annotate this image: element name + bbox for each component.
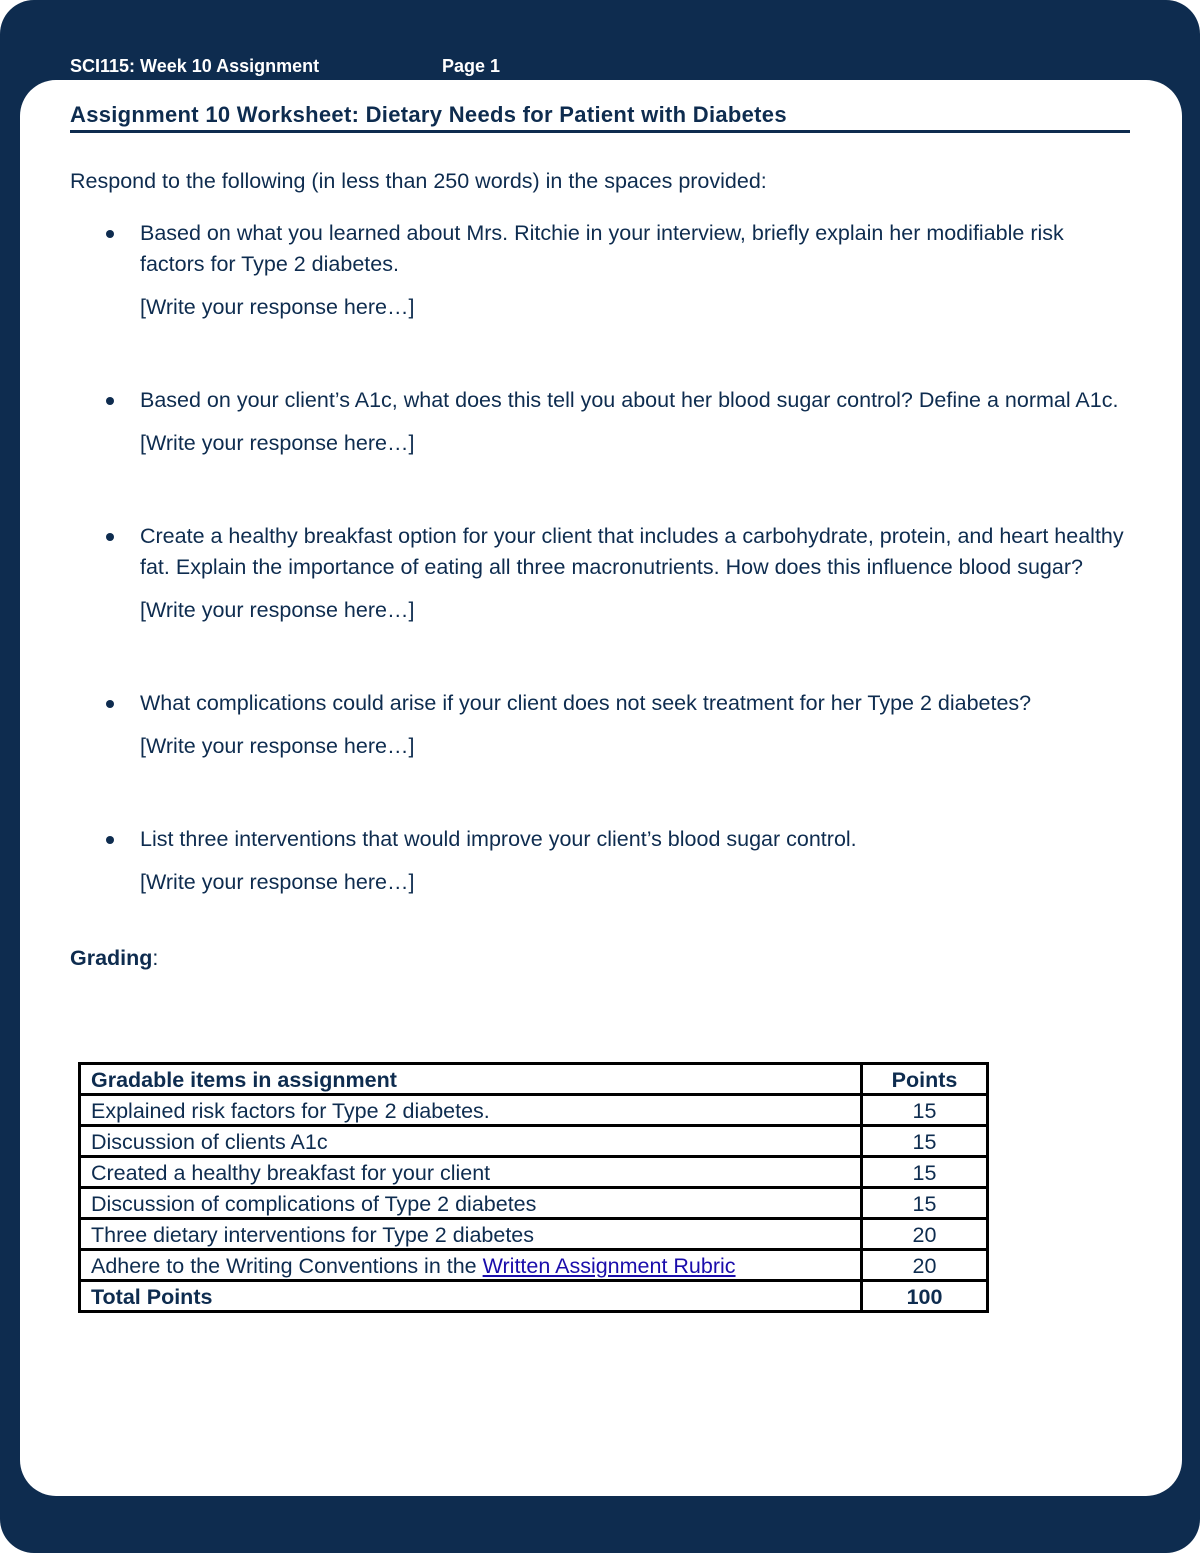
intro-text: Respond to the following (in less than 250 words) in the spaces provided: — [70, 169, 767, 193]
question-text: List three interventions that would improve your client’s blood sugar control. — [140, 827, 857, 851]
row-points: 20 — [862, 1219, 988, 1250]
row-item: Discussion of clients A1c — [80, 1126, 862, 1157]
column-header-points: Points — [862, 1064, 988, 1095]
question-item — [70, 218, 1130, 323]
worksheet-content — [70, 102, 1130, 971]
question-item — [70, 688, 1130, 762]
response-field[interactable]: [Write your response here…] — [140, 431, 415, 455]
question-text: Based on what you learned about Mrs. Ritchie in your interview, briefly explain her modifiable risk factors for Type 2 diabetes. — [140, 221, 1064, 276]
worksheet-title: Assignment 10 Worksheet: Dietary Needs for Patient with Diabetes — [70, 102, 1130, 133]
response-field[interactable]: [Write your response here…] — [140, 870, 415, 894]
total-row — [80, 1281, 988, 1312]
table-row — [80, 1126, 988, 1157]
row-item — [80, 1250, 862, 1281]
row-points: 15 — [862, 1188, 988, 1219]
page-number: Page 1 — [442, 56, 501, 76]
grading-label: Grading — [70, 946, 153, 970]
row-points: 15 — [862, 1095, 988, 1126]
row-points: 15 — [862, 1157, 988, 1188]
grading-table — [78, 1062, 989, 1313]
total-points: 100 — [862, 1281, 988, 1312]
bullet-icon — [106, 836, 114, 844]
question-text: What complications could arise if your client does not seek treatment for her Type 2 diabetes? — [140, 691, 1032, 715]
table-row — [80, 1188, 988, 1219]
bullet-icon — [106, 230, 114, 238]
row-item: Explained risk factors for Type 2 diabetes. — [80, 1095, 862, 1126]
total-label: Total Points — [80, 1281, 862, 1312]
response-field[interactable]: [Write your response here…] — [140, 734, 415, 758]
row-item: Three dietary interventions for Type 2 diabetes — [80, 1219, 862, 1250]
response-field[interactable]: [Write your response here…] — [140, 598, 415, 622]
column-header-items: Gradable items in assignment — [80, 1064, 862, 1095]
course-label: SCI115: Week 10 Assignment — [70, 56, 320, 76]
bullet-icon — [106, 533, 114, 541]
question-item — [70, 521, 1130, 626]
response-field[interactable]: [Write your response here…] — [140, 295, 415, 319]
question-text: Create a healthy breakfast option for your client that includes a carbohydrate, protein, and heart healthy fat. Explain the importance of eating all three macronutrients. How does this influence blood sugar? — [140, 524, 1124, 579]
bullet-icon — [106, 700, 114, 708]
row-item: Discussion of complications of Type 2 diabetes — [80, 1188, 862, 1219]
page-header — [70, 56, 500, 77]
grading-colon: : — [152, 946, 159, 970]
worksheet-sheet — [20, 80, 1182, 1496]
table-row — [80, 1157, 988, 1188]
row-points: 20 — [862, 1250, 988, 1281]
question-item — [70, 385, 1130, 459]
question-text: Based on your client’s A1c, what does this tell you about her blood sugar control? Define a normal A1c. — [140, 388, 1119, 412]
question-list — [70, 218, 1130, 898]
table-row — [80, 1250, 988, 1281]
table-row — [80, 1095, 988, 1126]
row-points: 15 — [862, 1126, 988, 1157]
table-row — [80, 1219, 988, 1250]
bullet-icon — [106, 397, 114, 405]
row-item: Created a healthy breakfast for your client — [80, 1157, 862, 1188]
grading-heading — [70, 946, 1130, 971]
row-item-prefix: Adhere to the Writing Conventions in the — [91, 1254, 483, 1278]
rubric-link[interactable]: Written Assignment Rubric — [482, 1254, 736, 1278]
question-item — [70, 824, 1130, 898]
table-header-row — [80, 1064, 988, 1095]
